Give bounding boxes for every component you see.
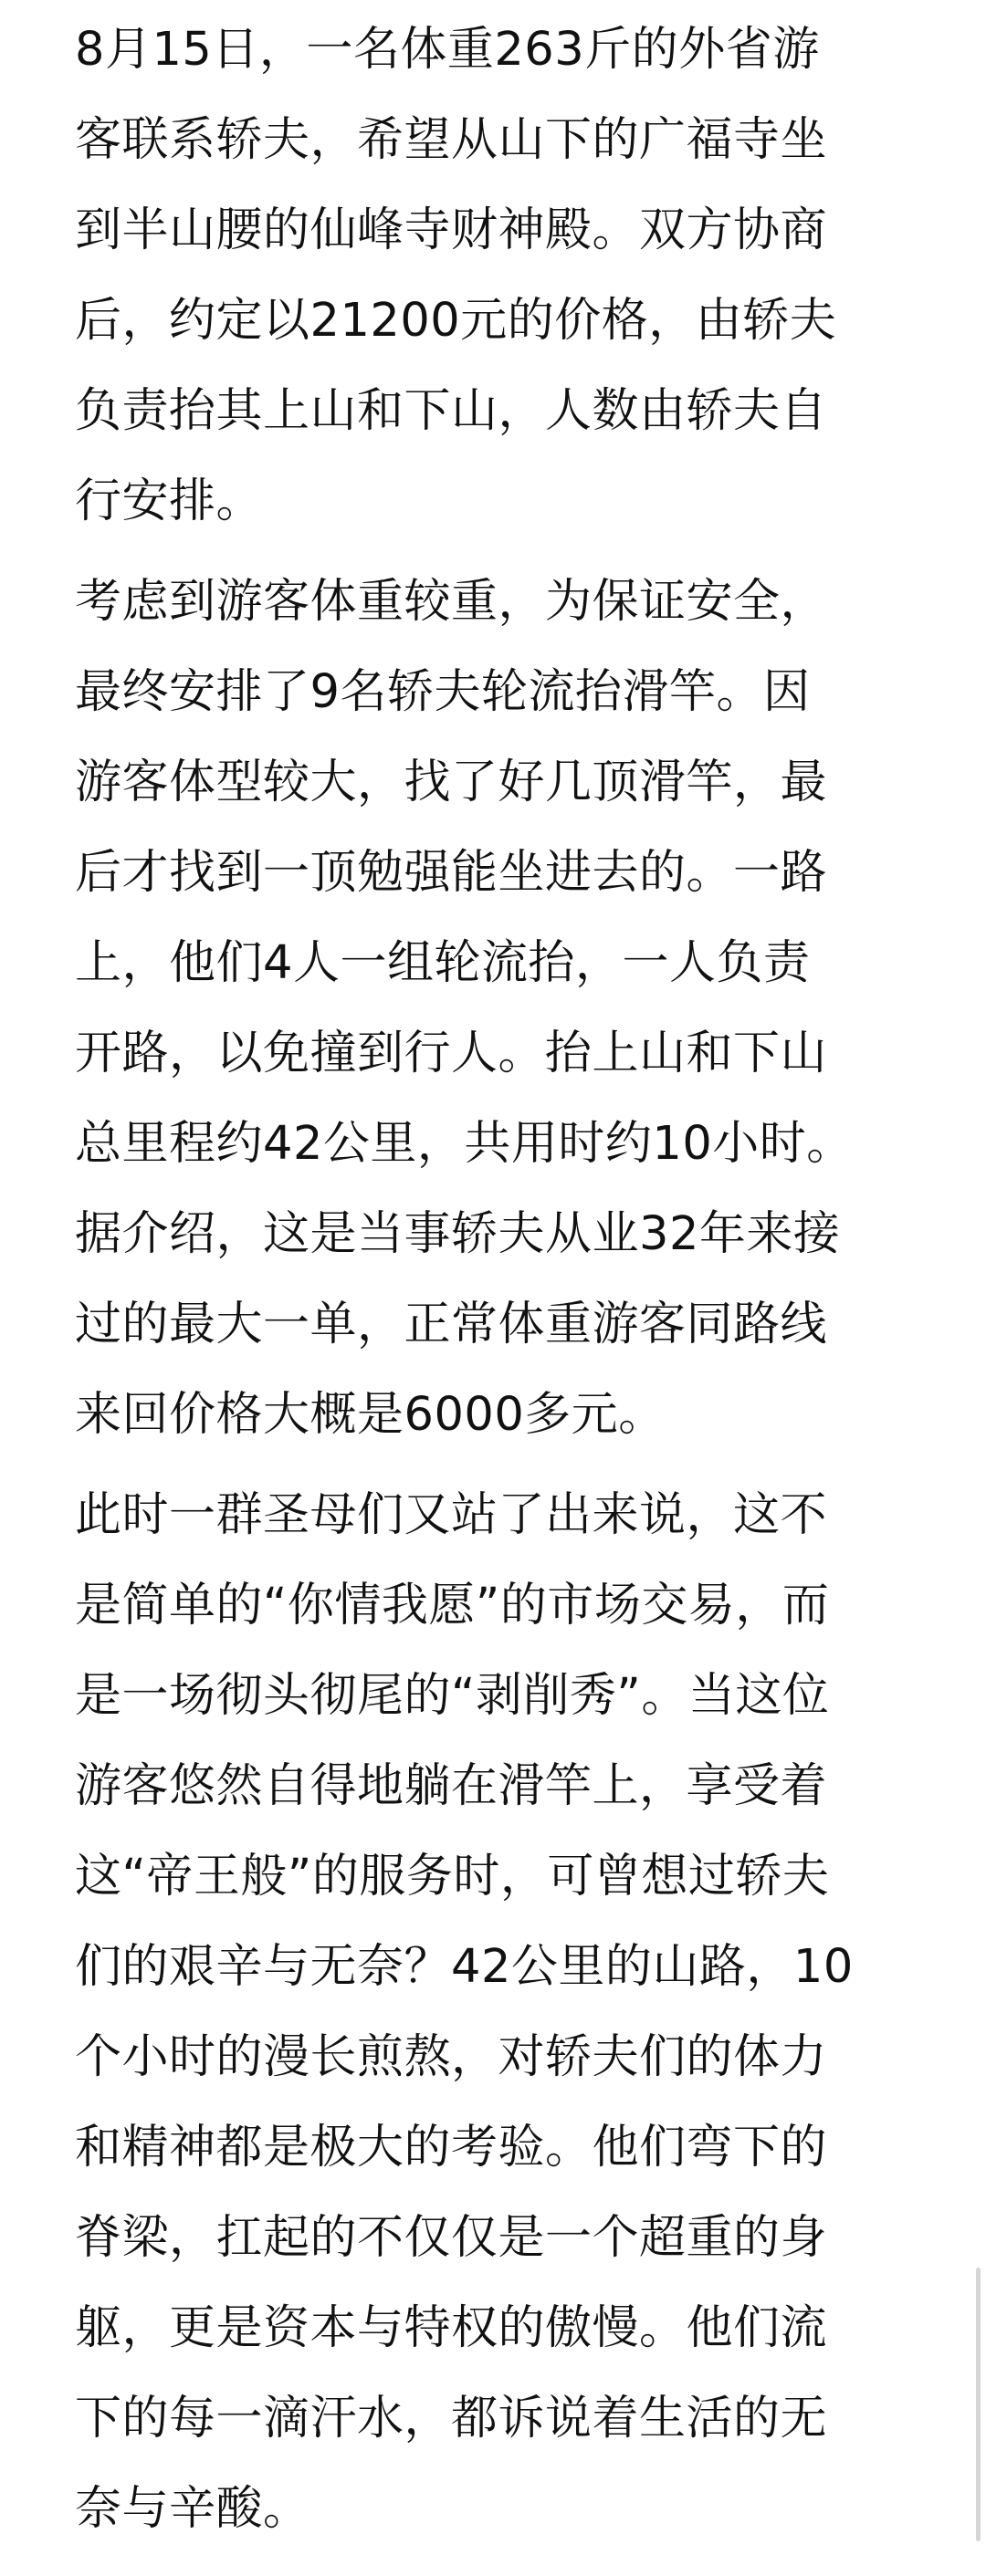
article-line: 躯，更是资本与特权的傲慢。他们流: [75, 2301, 828, 2355]
article-line: 后，约定以21200元的价格，由轿夫: [75, 294, 837, 348]
article-line: 们的艰辛与无奈？42公里的山路，10: [75, 1940, 854, 1994]
article-line: 游客体型较大，找了好几顶滑竿，最: [75, 756, 828, 809]
article-line: 过的最大一单，正常体重游客同路线: [75, 1298, 828, 1351]
article-line: 来回价格大概是6000多元。: [75, 1388, 666, 1442]
article-line: 最终安排了9名轿夫轮流抬滑竿。因: [75, 665, 811, 719]
article-line: 下的每一滴汗水，都诉说着生活的无: [75, 2392, 828, 2446]
article-line: 脊梁，扛起的不仅仅是一个超重的身: [75, 2211, 828, 2265]
article-line: 和精神都是极大的考验。他们弯下的: [75, 2121, 828, 2174]
article-line: 是简单的“你情我愿”的市场交易，而: [75, 1579, 830, 1632]
article-line: 8月15日，一名体重263斤的外省游: [75, 23, 820, 77]
article-line: 总里程约42公里，共用时约10小时。: [75, 1117, 854, 1171]
article-line: 据介绍，这是当事轿夫从业32年来接: [75, 1207, 841, 1261]
article-line: 到半山腰的仙峰寺财神殿。双方协商: [75, 203, 828, 257]
article-line: 后才找到一顶勉强能坐进去的。一路: [75, 846, 828, 900]
article-line: 开路，以免撞到行人。抬上山和下山: [75, 1027, 828, 1080]
article-line: 个小时的漫长煎熬，对轿夫们的体力: [75, 2030, 828, 2084]
article-line: 行安排。: [75, 475, 264, 528]
article-line: 奈与辛酸。: [75, 2482, 310, 2536]
vertical-scrollbar[interactable]: [976, 2268, 981, 2541]
article-line: 考虑到游客体重较重，为保证安全，: [75, 575, 828, 629]
article-line: 客联系轿夫，希望从山下的广福寺坐: [75, 113, 828, 167]
article-line: 负责抬其上山和下山，人数由轿夫自: [75, 384, 828, 438]
article-line: 此时一群圣母们又站了出来说，这不: [75, 1488, 828, 1542]
article-line: 上，他们4人一组轮流抬，一人负责: [75, 936, 811, 990]
article-line: 游客悠然自得地躺在滑竿上，享受着: [75, 1759, 828, 1813]
article-line: 这“帝王般”的服务时，可曾想过轿夫: [75, 1850, 830, 1903]
article-line: 是一场彻头彻尾的“剥削秀”。当这位: [75, 1669, 830, 1723]
